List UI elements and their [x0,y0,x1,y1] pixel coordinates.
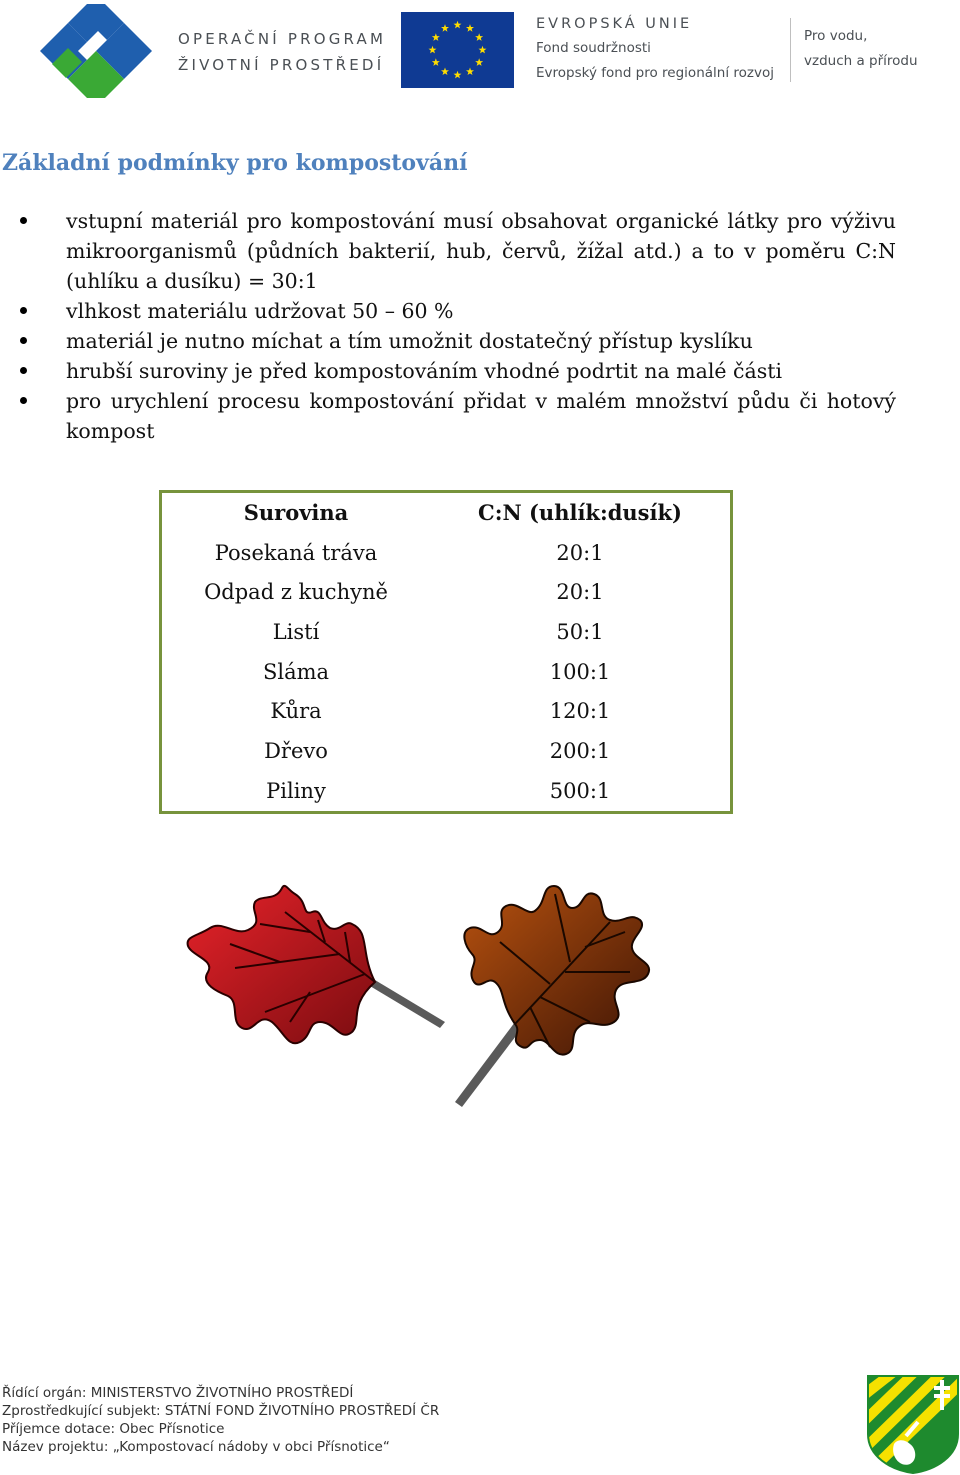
ratio-cell: 500:1 [549,778,611,803]
leaves-illustration [170,872,700,1122]
eu-flag-icon [401,12,514,88]
municipal-crest-icon [866,1374,960,1474]
footer-project-name: Název projektu: „Kompostovací nádoby v obci Přísnotice“ [2,1439,390,1455]
material-cell: Piliny [266,778,326,803]
table-row [161,533,732,573]
opzp-title [178,26,386,78]
bullet-dot-icon [20,217,27,224]
table-row [161,572,732,612]
header-logos [0,0,960,110]
column-header-material: Surovina [243,500,349,526]
list-item-text: vstupní materiál pro kompostování musí obsahovat organické látky pro výživu mikroorganismů (půdních bakterií, hub, červů, žížal atd.) a to v poměru C:N (uhlíku a dusíku) = 30:1 [66,209,896,293]
eu-title: EVROPSKÁ UNIE [536,16,693,32]
opzp-title-line2: ŽIVOTNÍ PROSTŘEDÍ [178,56,385,74]
material-cell: Odpad z kuchyně [204,580,388,605]
material-cell: Kůra [270,699,322,724]
bullet-dot-icon [20,397,27,404]
table-row [161,731,732,771]
column-header-ratio: C:N (uhlík:dusík) [478,500,682,526]
slogan-line2: vzduch a přírodu [804,53,918,69]
list-item [20,206,896,296]
material-cell: Dřevo [264,738,328,763]
eu-text-block [536,12,774,86]
footer-managing-authority: Řídící orgán: MINISTERSTVO ŽIVOTNÍHO PROSTŘEDÍ [2,1385,354,1401]
bullet-dot-icon [20,367,27,374]
list-item [20,356,896,386]
brown-leaf-icon [455,886,649,1107]
cn-ratio-table [159,490,733,814]
table-row [161,652,732,692]
opzp-title-line1: OPERAČNÍ PROGRAM [178,30,387,48]
list-item [20,386,896,446]
footer-beneficiary: Příjemce dotace: Obec Přísnotice [2,1421,225,1437]
eu-fund-regional: Evropský fond pro regionální rozvoj [536,65,774,81]
material-cell: Sláma [262,659,330,684]
ratio-cell: 100:1 [549,659,611,684]
ratio-cell: 50:1 [556,619,604,644]
table-header-row [161,492,732,533]
table-row [161,771,732,812]
bullet-dot-icon [20,307,27,314]
eu-fund-cohesion: Fond soudržnosti [536,40,651,56]
material-cell: Listí [272,619,320,644]
ratio-cell: 20:1 [556,540,604,565]
list-item-text: pro urychlení procesu kompostování přidat v malém množství půdu či hotový kompost [66,389,896,443]
list-item-text: vlhkost materiálu udržovat 50 – 60 % [66,299,454,323]
ratio-cell: 200:1 [549,738,611,763]
opzp-logo-icon [38,4,158,98]
list-item [20,296,896,326]
table-row [161,612,732,652]
ratio-cell: 20:1 [556,580,604,605]
footer-info [2,1384,439,1456]
material-cell: Posekaná tráva [214,540,378,565]
table-row [161,691,732,731]
footer-intermediate-body: Zprostředkující subjekt: STÁTNÍ FOND ŽIVOTNÍHO PROSTŘEDÍ ČR [2,1403,440,1419]
list-item-text: materiál je nutno míchat a tím umožnit dostatečný přístup kyslíku [66,329,753,353]
conditions-list [20,206,896,446]
bullet-dot-icon [20,337,27,344]
list-item-text: hrubší suroviny je před kompostováním vhodné podrtit na malé části [66,359,783,383]
list-item [20,326,896,356]
page-title: Základní podmínky pro kompostování [2,150,468,176]
header-divider [790,18,791,82]
ratio-cell: 120:1 [549,699,611,724]
slogan [804,24,918,74]
red-leaf-icon [188,886,445,1043]
slogan-line1: Pro vodu, [804,28,868,44]
